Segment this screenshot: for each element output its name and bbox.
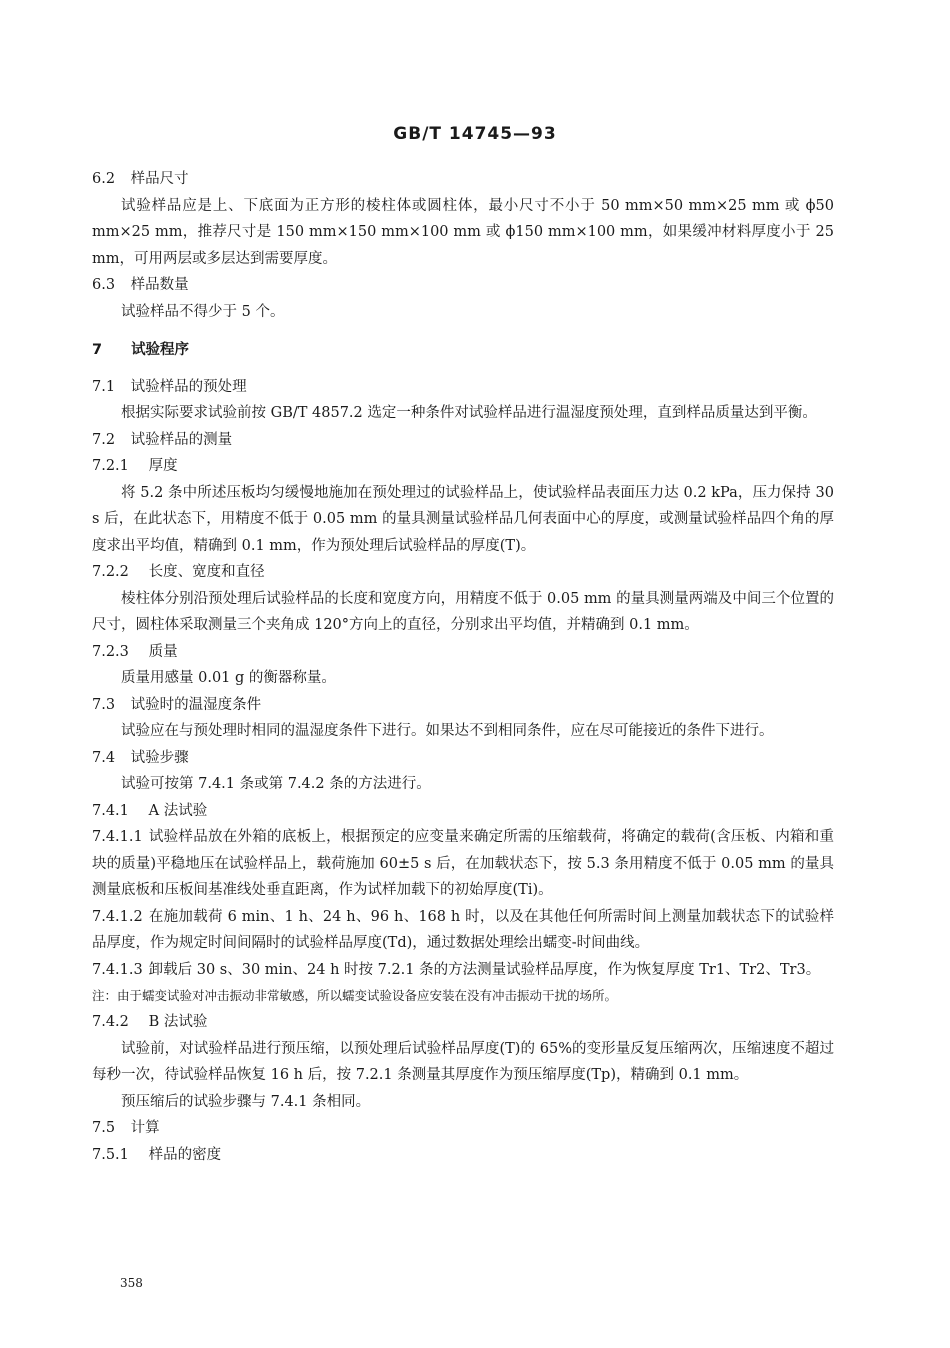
section-7-4-text: 试验可按第 7.4.1 条或第 7.4.2 条的方法进行。 bbox=[121, 776, 431, 792]
section-number: 7.5 bbox=[92, 1120, 116, 1136]
section-6-3-heading bbox=[92, 272, 834, 299]
section-7-2-1-heading bbox=[92, 453, 834, 480]
section-7-4-1-heading bbox=[92, 798, 834, 825]
section-text: 试验样品放在外箱的底板上，根据预定的应变量来确定所需的压缩载荷，将确定的载荷(含压板、内箱和重块的质量)平稳地压在试验样品上，载荷施加 60±5 s 后，在加载状态下，按 5.3 条用精度不低于 0.05 mm 的量具测量底板和压板间基准线处垂直距离，作为试样加载下的初始厚度(Ti)。 bbox=[92, 829, 835, 898]
section-number: 7.2.2 bbox=[92, 564, 129, 580]
section-7-2-2-text: 棱柱体分别沿预处理后试验样品的长度和宽度方向，用精度不低于 0.05 mm 的量具测量两端及中间三个位置的尺寸，圆柱体采取测量三个夹角成 120°方向上的直径，分别求出平均值，并精确到 0.1 mm。 bbox=[92, 590, 834, 633]
section-7-2-3-text: 质量用感量 0.01 g 的衡器称量。 bbox=[121, 670, 336, 686]
section-7-2-3-heading bbox=[92, 639, 834, 666]
section-7-2-2-heading bbox=[92, 559, 834, 586]
section-number: 7.4.2 bbox=[92, 1014, 129, 1030]
section-7-4-heading bbox=[92, 745, 834, 772]
section-title: 试验程序 bbox=[131, 342, 190, 358]
section-text: 卸载后 30 s、30 min、24 h 时按 7.2.1 条的方法测量试验样品厚度，作为恢复厚度 Tr1、Tr2、Tr3。 bbox=[148, 961, 821, 978]
section-7-1-text: 根据实际要求试验前按 GB/T 4857.2 选定一种条件对试验样品进行温湿度预处理，直到样品质量达到平衡。 bbox=[121, 405, 817, 421]
section-6-3-text: 试验样品不得少于 5 个。 bbox=[121, 303, 285, 320]
standard-header: GB/T 14745—93 bbox=[393, 124, 557, 144]
section-number: 7.1 bbox=[92, 378, 116, 395]
section-title: 长度、宽度和直径 bbox=[148, 564, 265, 580]
section-number: 7.5.1 bbox=[92, 1146, 129, 1163]
section-title: A 法试验 bbox=[148, 802, 208, 819]
section-title: 试验时的温湿度条件 bbox=[130, 696, 262, 713]
section-7-4-1-3-paragraph bbox=[92, 957, 834, 984]
section-title: 质量 bbox=[148, 643, 178, 660]
creep-test-note: 注：由于蠕变试验对冲击振动非常敏感，所以蠕变试验设备应安装在没有冲击振动干扰的场所。 bbox=[92, 988, 618, 1003]
section-title: 试验样品的预处理 bbox=[130, 378, 247, 395]
section-7-1-heading bbox=[92, 374, 834, 401]
section-title: 样品的密度 bbox=[148, 1146, 222, 1163]
section-6-2-heading bbox=[92, 166, 834, 193]
section-number: 7.2 bbox=[92, 431, 116, 448]
section-title: 试验样品的测量 bbox=[130, 431, 233, 448]
section-7-3-text: 试验应在与预处理时相同的温湿度条件下进行。如果达不到相同条件，应在尽可能接近的条件下进行。 bbox=[121, 723, 774, 739]
section-7-2-heading bbox=[92, 427, 834, 454]
section-number: 7.4.1 bbox=[92, 802, 129, 819]
section-number: 7.2.3 bbox=[92, 643, 129, 660]
section-number: 7.2.1 bbox=[92, 458, 129, 474]
page-number: 358 bbox=[120, 1276, 143, 1290]
document-body bbox=[92, 166, 834, 1168]
section-7-4-2-text-2: 预压缩后的试验步骤与 7.4.1 条相同。 bbox=[121, 1093, 371, 1110]
section-title: 样品尺寸 bbox=[130, 171, 189, 187]
section-7-5-1-heading bbox=[92, 1142, 834, 1169]
section-7-2-1-text: 将 5.2 条中所述压板均匀缓慢地施加在预处理过的试验样品上，使试验样品表面压力达 0.2 kPa，压力保持 30 s 后，在此状态下，用精度不低于 0.05 mm 的量具测量试验样品几何表面中心的厚度，或测量试验样品四个角的厚度求出平均值，精确到 0.1 mm，作为预处理后试验样品的厚度(T)。 bbox=[92, 484, 834, 554]
section-number: 7.4.1.3 bbox=[92, 961, 143, 978]
section-number: 7.3 bbox=[92, 696, 116, 713]
section-7-4-2-text-1: 试验前，对试验样品进行预压缩，以预处理后试验样品厚度(T)的 65%的变形量反复压缩两次，压缩速度不超过每秒一次，待试验样品恢复 16 h 后，按 7.2.1 条测量其厚度作为预压缩厚度(Tp)，精确到 0.1 mm。 bbox=[92, 1040, 834, 1083]
section-number: 7.4 bbox=[92, 749, 116, 766]
section-number: 7.4.1.1 bbox=[92, 829, 143, 845]
section-number: 7 bbox=[92, 342, 103, 358]
section-number: 6.2 bbox=[92, 171, 116, 187]
section-number: 7.4.1.2 bbox=[92, 908, 143, 925]
section-number: 6.3 bbox=[92, 277, 116, 293]
section-title: 样品数量 bbox=[130, 277, 189, 293]
section-title: 试验步骤 bbox=[130, 749, 189, 766]
section-title: B 法试验 bbox=[148, 1014, 208, 1030]
section-7-4-2-heading bbox=[92, 1009, 834, 1036]
section-7-3-heading bbox=[92, 692, 834, 719]
section-title: 计算 bbox=[130, 1120, 160, 1136]
section-title: 厚度 bbox=[148, 458, 178, 474]
section-6-2-text: 试验样品应是上、下底面为正方形的棱柱体或圆柱体，最小尺寸不小于 50 mm×50 mm×25 mm 或 ϕ50 mm×25 mm，推荐尺寸是 150 mm×150 mm×100 mm 或 ϕ150 mm×100 mm，如果缓冲材料厚度小于 25 mm，可用两层或多层达到需要厚度。 bbox=[92, 197, 834, 267]
section-text: 在施加载荷 6 min、1 h、24 h、96 h、168 h 时，以及在其他任何所需时间上测量加载状态下的试验样品厚度，作为规定时间间隔时的试验样品厚度(Td)，通过数据处理绘出蠕变-时间曲线。 bbox=[92, 908, 835, 951]
section-7-4-1-1-paragraph bbox=[92, 824, 834, 904]
section-7-heading bbox=[92, 337, 834, 364]
section-7-5-heading bbox=[92, 1115, 834, 1142]
section-7-4-1-2-paragraph bbox=[92, 904, 834, 957]
